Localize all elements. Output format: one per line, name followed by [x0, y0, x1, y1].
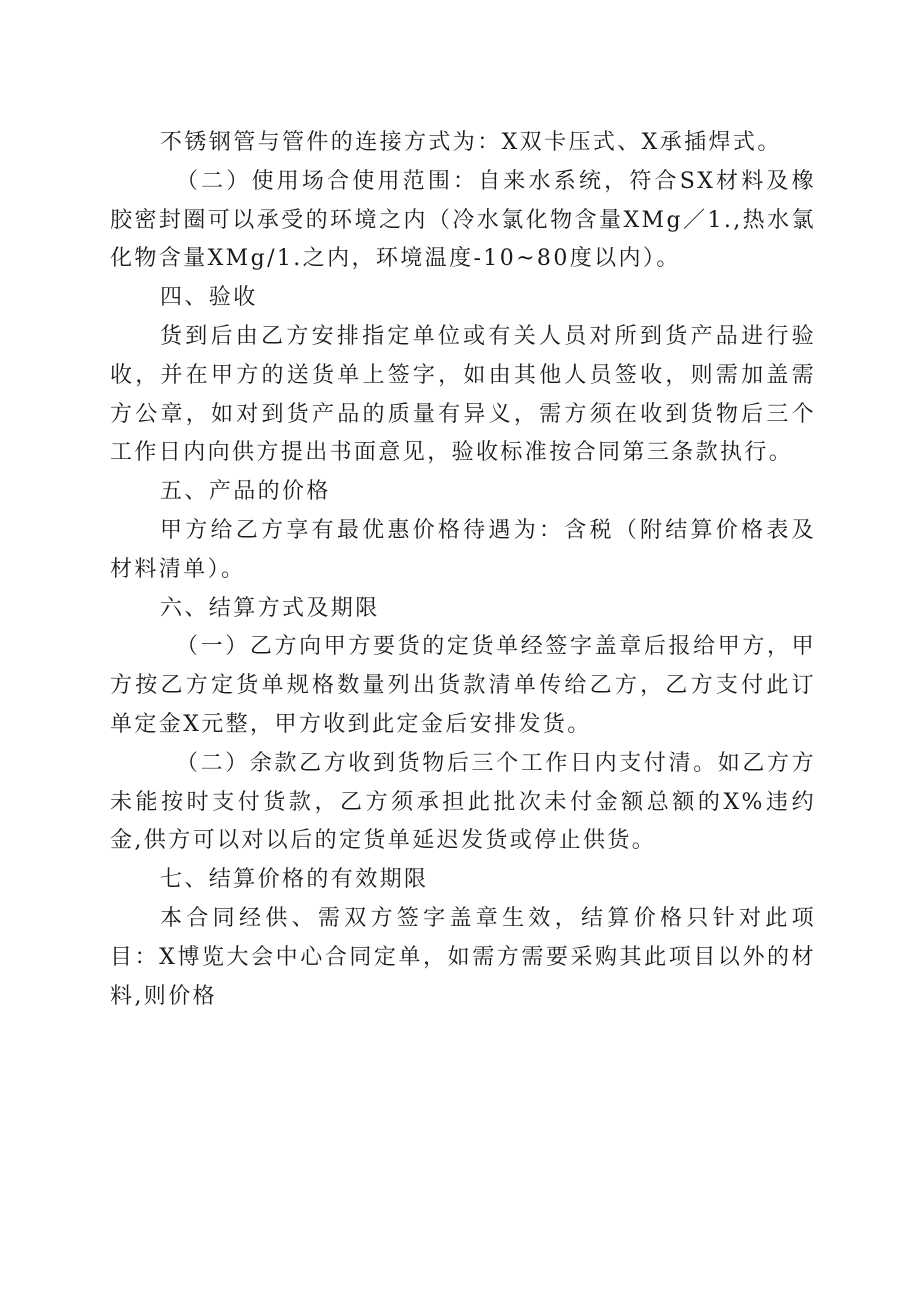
paragraph-validity: 本合同经供、需双方签字盖章生效，结算价格只针对此项目：X博览大会中心合同定单，如需方需要采购其此项目以外的材料,则价格	[110, 905, 816, 1009]
paragraph-connection-method: 不锈钢管与管件的连接方式为：X双卡压式、X承插焊式。	[160, 130, 782, 155]
paragraph-price: 甲方给乙方享有最优惠价格待遇为：含税（附结算价格表及材料清单）。	[110, 517, 816, 582]
section-heading-validity: 七、结算价格的有效期限	[160, 867, 429, 893]
section-heading-acceptance: 四、验收	[160, 285, 258, 311]
paragraph-usage-scope: （二）使用场合使用范围：自来水系统，符合SX材料及橡胶密封圈可以承受的环境之内（冷水氯化物含量XMg／1.,热水氯化物含量XMg/1.之内，环境温度-10~80度以内）。	[110, 168, 816, 272]
section-heading-price: 五、产品的价格	[160, 479, 331, 505]
section-heading-settlement: 六、结算方式及期限	[160, 595, 380, 621]
paragraph-acceptance: 货到后由乙方安排指定单位或有关人员对所到货产品进行验收，并在甲方的送货单上签字，如由其他人员签收，则需加盖需方公章，如对到货产品的质量有异义，需方须在收到货物后三个工作日内向供方提出书面意见，验收标准按合同第三条款执行。	[110, 323, 816, 466]
paragraph-settlement-deposit: （一）乙方向甲方要货的定货单经签字盖章后报给甲方，甲方按乙方定货单规格数量列出货款清单传给乙方，乙方支付此订单定金X元整，甲方收到此定金后安排发货。	[110, 634, 816, 737]
paragraph-settlement-balance: （二）余款乙方收到货物后三个工作日内支付清。如乙方方未能按时支付货款，乙方须承担此批次未付金额总额的X%违约金,供方可以对以后的定货单延迟发货或停止供货。	[110, 750, 816, 854]
document-body	[110, 124, 816, 1016]
